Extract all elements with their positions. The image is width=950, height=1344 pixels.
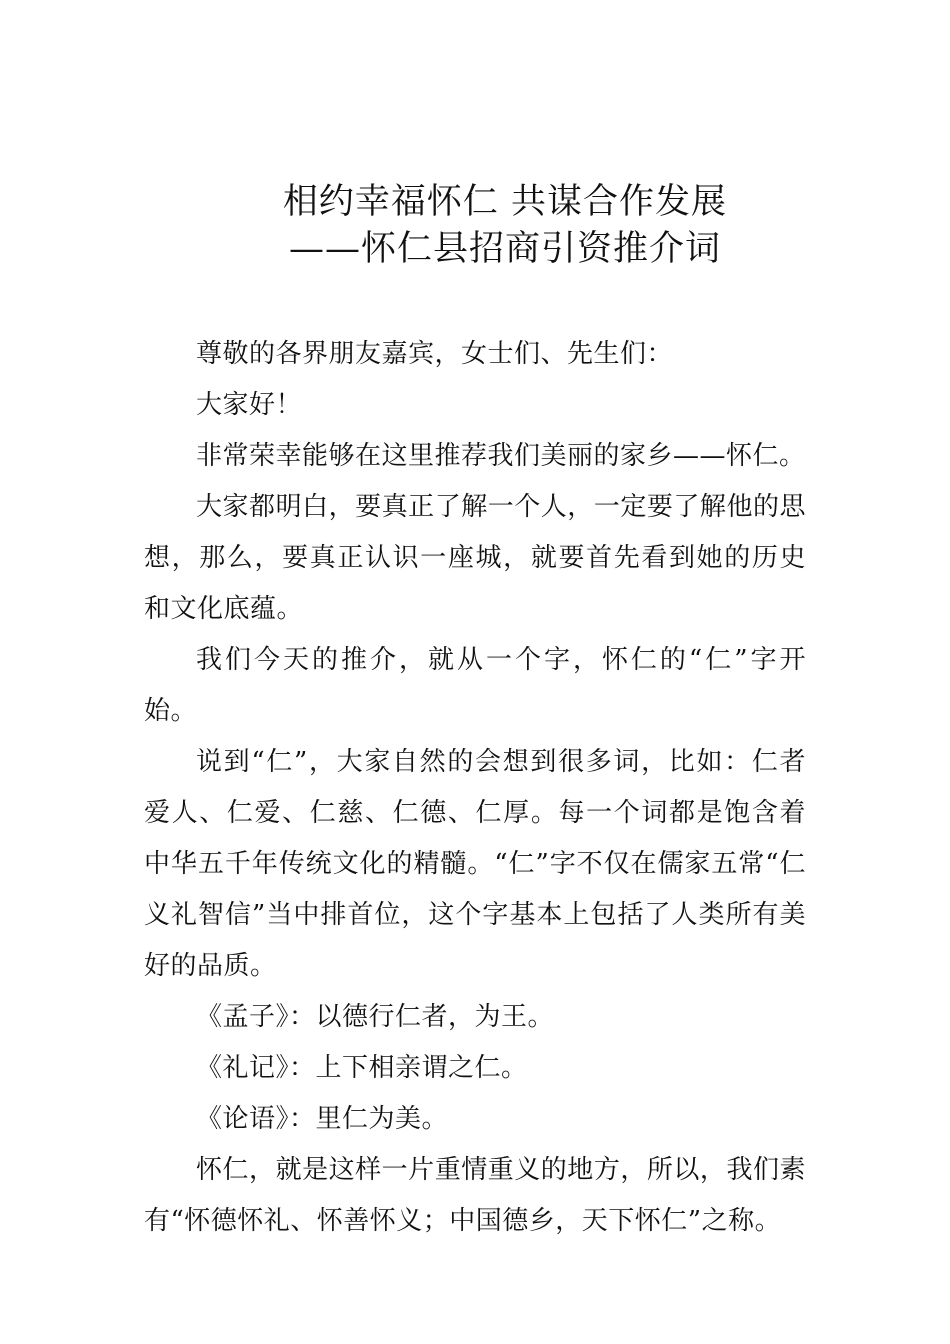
paragraph-ren-meaning: 说到“仁”，大家自然的会想到很多词，比如：仁者爱人、仁爱、仁慈、仁德、仁厚。每一个词都是饱含着中华五千年传统文化的精髓。“仁”字不仅在儒家五常“仁义礼智信”当中排首位，这个字基本上包括了人类所有美好的品质。: [144, 747, 806, 981]
paragraph-intro: 非常荣幸能够在这里推荐我们美丽的家乡——怀仁。: [196, 441, 806, 471]
paragraph-huairen: 怀仁，就是这样一片重情重义的地方，所以，我们素有“怀德怀礼、怀善怀义；中国德乡，天下怀仁”之称。: [144, 1155, 806, 1236]
paragraph-ren-start: 我们今天的推介，就从一个字，怀仁的“仁”字开始。: [144, 645, 806, 726]
paragraph-hello: 大家好！: [196, 390, 303, 420]
document-body: [144, 329, 806, 1247]
paragraph-history: 大家都明白，要真正了解一个人，一定要了解他的思想，那么，要真正认识一座城，就要首先看到她的历史和文化底蕴。: [144, 492, 806, 624]
quote-analects: 《论语》：里仁为美。: [196, 1104, 449, 1134]
document-subtitle: ——怀仁县招商引资推介词: [288, 229, 721, 269]
paragraph-greeting: 尊敬的各界朋友嘉宾，女士们、先生们：: [196, 339, 674, 369]
document-title: 相约幸福怀仁 共谋合作发展: [282, 182, 728, 222]
quote-liji: 《礼记》：上下相亲谓之仁。: [196, 1053, 528, 1083]
quote-mencius: 《孟子》：以德行仁者，为王。: [196, 1002, 555, 1032]
